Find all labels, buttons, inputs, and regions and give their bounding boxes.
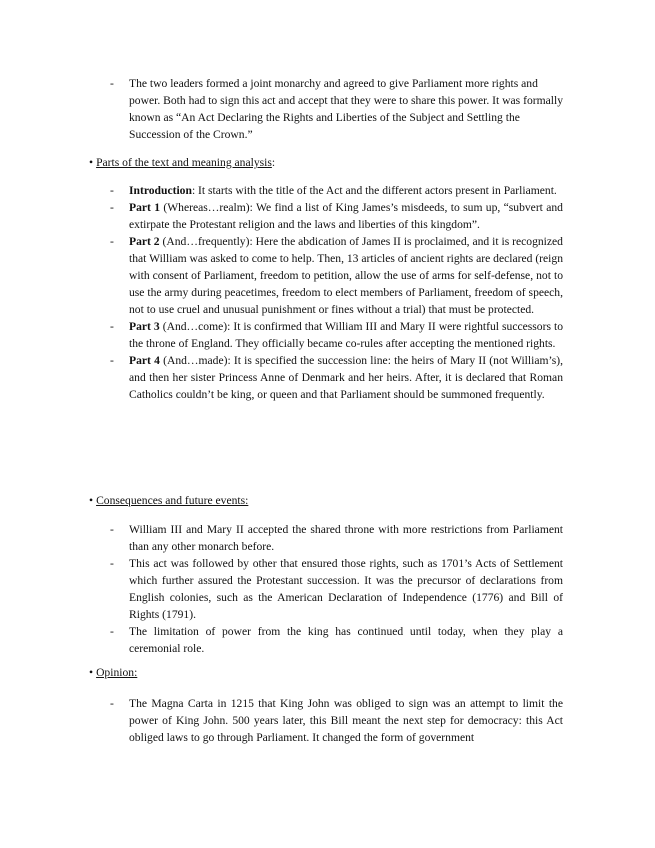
section-title: Parts of the text and meaning analysis	[96, 156, 272, 169]
intro-list	[0, 75, 655, 143]
list-item-text: : It starts with the title of the Act and the different actors present in Parliament.	[191, 184, 557, 197]
bullet: •	[89, 494, 94, 507]
parts-list	[0, 182, 655, 403]
list-item-text: William III and Mary II accepted the shared throne with more restrictions from Parliament than any other monarch before.	[129, 523, 563, 553]
list-item	[0, 233, 655, 318]
list-item-text: The Magna Carta in 1215 that King John was obliged to sign was an attempt to limit the power of King John. 500 years later, this Bill meant the next step for democracy: this Act obliged laws to go through Parliament. It changed the form of government	[129, 697, 563, 744]
opinion-list	[0, 695, 655, 746]
section-title: Opinion:	[96, 666, 138, 679]
item-label: Part 4	[129, 354, 160, 367]
list-item	[0, 352, 655, 403]
list-item-text: (And…made): It is specified the succession line: the heirs of Mary II (not William’s), and then her sister Princess Anne of Denmark and her heirs. After, it is declared that Roman Catholics couldn’t be king, or queen and that Parliament should be summoned frequently.	[129, 354, 563, 401]
list-dash: -	[110, 201, 114, 214]
bullet: •	[89, 666, 94, 679]
list-item	[0, 555, 655, 623]
list-item-text: (And…come): It is confirmed that William III and Mary II were rightful successors to the throne of England. They officially became co-rules after accepting the mentioned rights.	[129, 320, 563, 350]
list-dash: -	[110, 235, 114, 248]
list-dash: -	[110, 523, 114, 536]
list-item	[0, 318, 655, 352]
list-dash: -	[110, 77, 114, 90]
list-dash: -	[110, 557, 114, 570]
bullet: •	[89, 156, 94, 169]
list-item	[0, 623, 655, 657]
list-dash: -	[110, 625, 114, 638]
consequences-list	[0, 521, 655, 657]
list-item	[0, 199, 655, 233]
section-heading-opinion	[89, 664, 137, 681]
list-item	[0, 695, 655, 746]
item-label: Part 3	[129, 320, 160, 333]
section-title: Consequences and future events:	[96, 494, 249, 507]
list-item	[0, 521, 655, 555]
list-dash: -	[110, 184, 114, 197]
list-item-text: The limitation of power from the king has continued until today, when they play a ceremonial role.	[129, 625, 563, 655]
list-dash: -	[110, 354, 114, 367]
item-label: Part 1	[129, 201, 161, 214]
list-item-text: This act was followed by other that ensured those rights, such as 1701’s Acts of Settlement which further assured the Protestant succession. It was the precursor of declarations from English colonies, such as the American Declaration of Independence (1776) and Bill of Rights (1791).	[129, 557, 563, 621]
section-heading-parts	[89, 154, 275, 171]
list-item-text: (And…frequently): Here the abdication of James II is proclaimed, and it is recognized that William was asked to come to help. Then, 13 articles of ancient rights are declared (reign with consent of Parliament, freedom to petition, allow the use of arms for self-defense, not to use the army during peacetimes, freedom to elect members of Parliament, freedom of speech, not to use cruel and unusual punishment or fines without a trial) that must be protected.	[129, 235, 563, 316]
list-dash: -	[110, 697, 114, 710]
list-item	[0, 75, 655, 143]
list-item	[0, 182, 655, 199]
item-label: Part 2	[129, 235, 160, 248]
section-title-suffix: :	[271, 156, 276, 169]
list-item-text: (Whereas…realm): We find a list of King James’s misdeeds, to sum up, “subvert and extirpate the Protestant religion and the laws and liberties of this kingdom”.	[129, 201, 563, 231]
section-heading-consequences	[89, 492, 248, 509]
item-label: Introduction	[129, 184, 192, 197]
list-item-text: The two leaders formed a joint monarchy and agreed to give Parliament more rights and power. Both had to sign this act and accept that they were to share this power. It was formally known as “An Act Declaring the Rights and Liberties of the Subject and Settling the Succession of the Crown.”	[129, 77, 564, 141]
list-dash: -	[110, 320, 114, 333]
